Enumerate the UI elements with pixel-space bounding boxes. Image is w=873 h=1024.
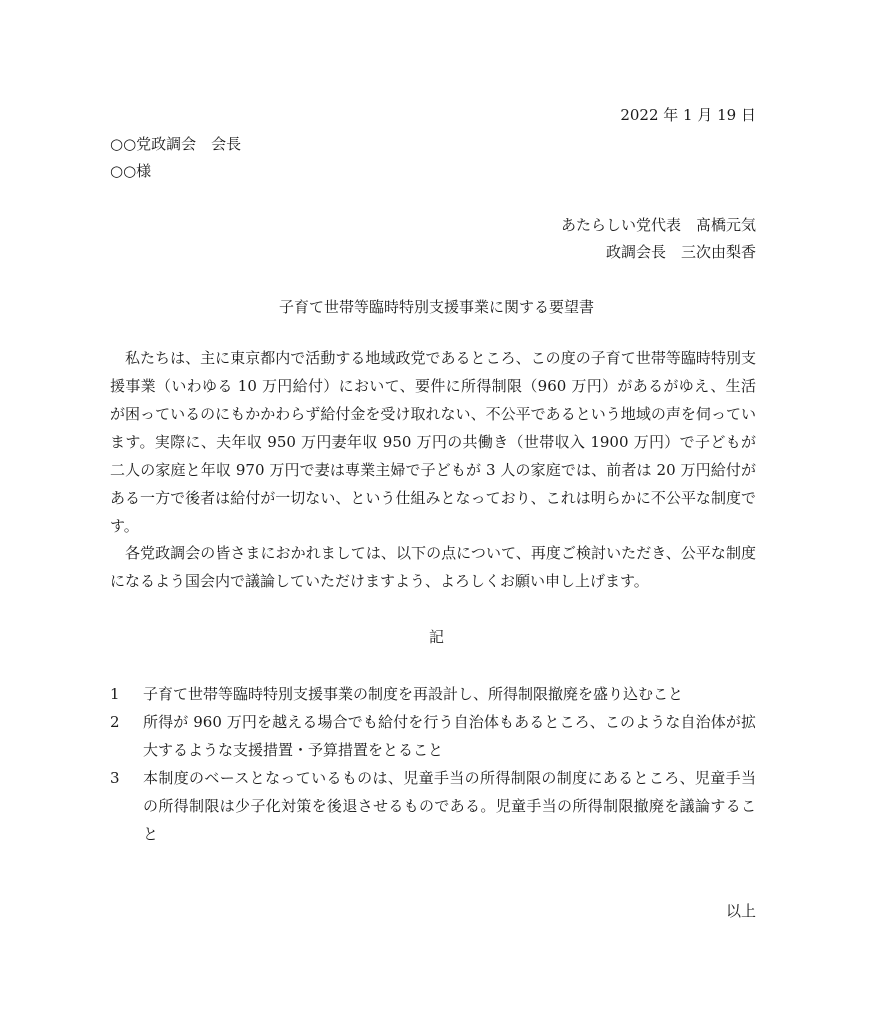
document-title: 子育て世帯等臨時特別支援事業に関する要望書 xyxy=(278,298,594,316)
list-item xyxy=(110,764,756,848)
closing-mark: 以上 xyxy=(725,902,756,920)
list-item-text: 子育て世帯等臨時特別支援事業の制度を再設計し、所得制限撤廃を盛り込むこと xyxy=(143,685,684,703)
addressee-line-2: ○○様 xyxy=(110,162,152,180)
list-item xyxy=(110,680,756,708)
list-item-text: 所得が 960 万円を越える場合でも給付を行う自治体もあるところ、このような自治体が拡大するような支援措置・予算措置をとること xyxy=(143,713,756,759)
list-item-number: 1 xyxy=(110,685,120,703)
body-paragraph-1: 私たちは、主に東京都内で活動する地域政党であるところ、この度の子育て世帯等臨時特別支援事業（いわゆる 10 万円給付）において、要件に所得制限（960 万円）があるがゆえ、生活が困っているのにもかかわらず給付金を受け取れない、不公平であるという地域の声を伺っています。実際に、夫年収 950 万円妻年収 950 万円の共働き（世帯収入 1900 万円）で子どもが二人の家庭と年収 970 万円で妻は専業主婦で子どもが 3 人の家庭では、前者は 20 万円給付がある一方で後者は給付が一切ない、という仕組みとなっており、これは明らかに不公平な制度です。 xyxy=(110,349,756,535)
sender-line-1: あたらしい党代表 髙橋元気 xyxy=(560,216,756,234)
list-item-number: 2 xyxy=(110,713,120,731)
document-date: 2022 年 1 月 19 日 xyxy=(620,106,756,124)
addressee-line-1: ○○党政調会 会長 xyxy=(110,135,242,153)
list-item xyxy=(110,708,756,764)
list-item-text: 本制度のベースとなっているものは、児童手当の所得制限の制度にあるところ、児童手当の所得制限は少子化対策を後退させるものである。児童手当の所得制限撤廃を議論すること xyxy=(143,769,756,843)
list-item-number: 3 xyxy=(110,769,120,787)
body-paragraph-2: 各党政調会の皆さまにおかれましては、以下の点について、再度ご検討いただき、公平な制度になるよう国会内で議論していただけますよう、よろしくお願い申し上げます。 xyxy=(110,544,756,590)
ki-heading: 記 xyxy=(428,628,444,646)
sender-line-2: 政調会長 三次由梨香 xyxy=(605,243,756,261)
